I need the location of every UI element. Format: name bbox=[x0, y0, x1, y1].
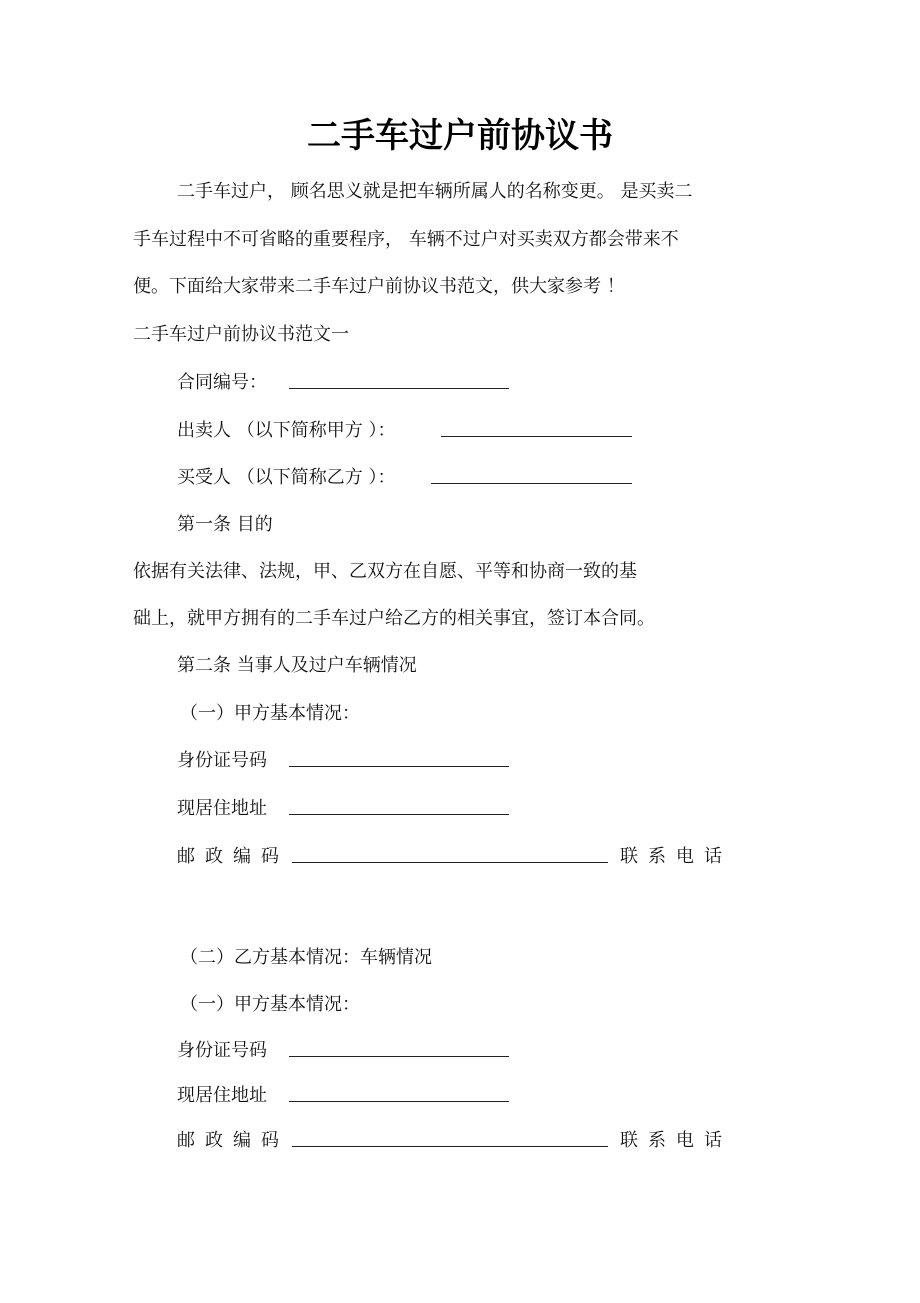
contract-no-label: 合同编号： bbox=[177, 372, 267, 393]
contract-no-blank[interactable] bbox=[289, 372, 509, 395]
phone-label: 联系电话 bbox=[620, 846, 732, 867]
id-number-blank-2[interactable] bbox=[289, 1040, 509, 1063]
address-label-2: 现居住地址 bbox=[177, 1085, 267, 1106]
seller-blank[interactable] bbox=[441, 420, 632, 443]
intro-line-3: 便。下面给大家带来二手车过户前协议书范文，供大家参考 ！ bbox=[133, 276, 625, 297]
address-blank-2[interactable] bbox=[289, 1085, 509, 1108]
article-2-title: 第二条 当事人及过户车辆情况 bbox=[177, 655, 417, 676]
document-title: 二手车过户前协议书 bbox=[307, 116, 613, 156]
id-number-blank[interactable] bbox=[289, 750, 509, 773]
phone-label-2: 联系电话 bbox=[620, 1130, 732, 1151]
address-blank[interactable] bbox=[289, 798, 509, 821]
intro-line-2: 手车过程中不可省略的重要程序， 车辆不过户对买卖双方都会带来不 bbox=[133, 229, 679, 250]
article-1-body-line-1: 依据有关法律、法规，甲、乙双方在自愿、平等和协商一致的基 bbox=[133, 561, 637, 582]
buyer-label: 买受人 （以下简称乙方 ）： bbox=[177, 467, 396, 488]
address-label: 现居住地址 bbox=[177, 798, 267, 819]
party-a-heading-repeat: （一）甲方基本情况： bbox=[180, 994, 360, 1015]
buyer-blank[interactable] bbox=[431, 467, 632, 490]
article-1-body-line-2: 础上，就甲方拥有的二手车过户给乙方的相关事宜，签订本合同。 bbox=[133, 608, 655, 629]
id-number-label: 身份证号码 bbox=[177, 750, 267, 771]
postcode-label: 邮政编码 bbox=[177, 846, 289, 867]
intro-line-1: 二手车过户， 顾名思义就是把车辆所属人的名称变更。 是买卖二 bbox=[177, 181, 693, 202]
seller-label: 出卖人 （以下简称甲方 ）： bbox=[177, 420, 396, 441]
postcode-blank-2[interactable] bbox=[292, 1130, 608, 1153]
article-1-title: 第一条 目的 bbox=[177, 514, 273, 535]
id-number-label-2: 身份证号码 bbox=[177, 1040, 267, 1061]
party-a-heading: （一）甲方基本情况： bbox=[180, 703, 360, 724]
party-b-heading: （二）乙方基本情况：车辆情况 bbox=[180, 947, 432, 968]
postcode-blank[interactable] bbox=[292, 846, 608, 869]
postcode-label-2: 邮政编码 bbox=[177, 1130, 289, 1151]
section-heading: 二手车过户前协议书范文一 bbox=[133, 324, 349, 345]
